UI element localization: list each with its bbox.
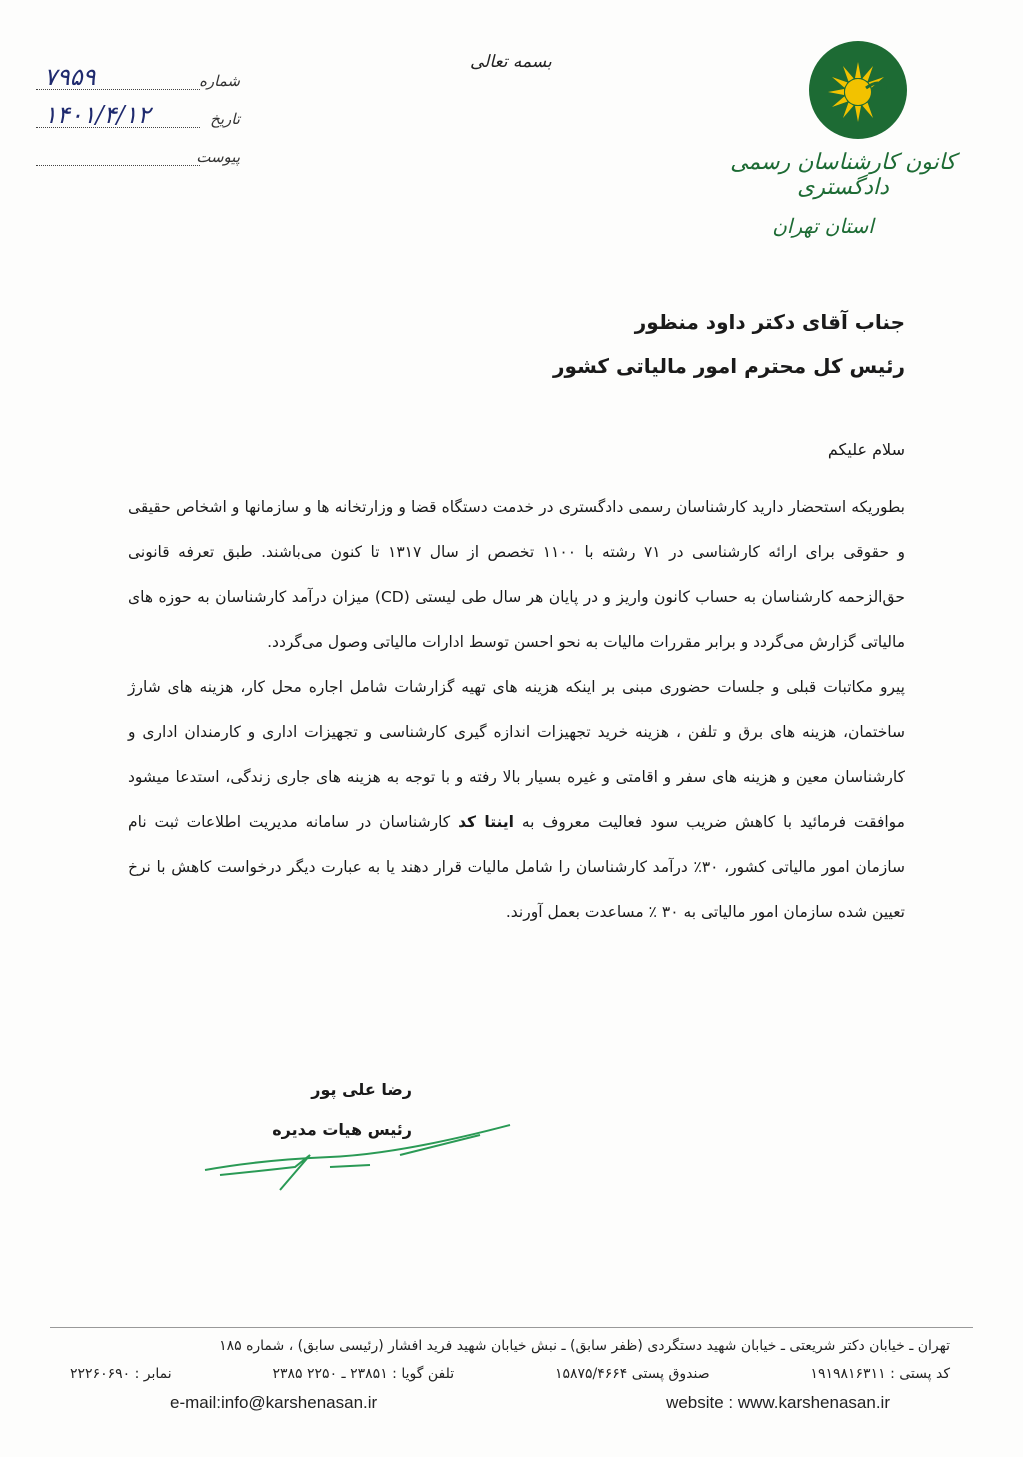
recipient-block <box>553 300 905 388</box>
meta-date-value: ۱۴۰۱/۴/۱۲ <box>44 101 151 129</box>
footer-contacts <box>70 1366 950 1382</box>
recipient-name: جناب آقای دکتر داود منظور <box>634 310 905 334</box>
footer-web <box>170 1393 890 1413</box>
footer-website[interactable]: website : www.karshenasan.ir <box>666 1393 890 1412</box>
footer-pobox: صندوق پستی ۱۵۸۷۵/۴۶۶۴ <box>554 1366 710 1382</box>
footer-phone: تلفن گویا : ۲۳۸۵۱ ـ ۲۲۵۰ ۲۳۸۵ <box>272 1366 455 1382</box>
meta-attachment-label: پیوست <box>196 148 240 166</box>
meta-number-label: شماره <box>199 72 240 90</box>
letter-body <box>128 485 905 935</box>
meta-date-label: تاریخ <box>210 110 240 128</box>
footer-postal: کد پستی : ۱۹۱۹۸۱۶۳۱۱ <box>810 1366 950 1382</box>
meta-date <box>30 90 240 128</box>
org-name: کانون کارشناسان رسمی دادگستری <box>730 150 956 200</box>
greeting: سلام علیکم <box>827 440 905 459</box>
body-paragraph-2: پیرو مکاتبات قبلی و جلسات حضوری مبنی بر اینکه هزینه های تهیه گزارشات شامل اجاره محل کار، هزینه های شارژ ساختمان، هزینه های برق و تلفن ، هزینه خرید تجهیزات اندازه گیری کارشناسی و تجهیزات اداری و کارمندان اداری و کارشناسان معین و هزینه های سفر و اقامتی و غیره بسیار بالا رفته و با توجه به هزینه های جاری زندگی، استدعا میشود موافقت فرمائید با کاهش ضریب سود فعالیت معروف به اینتا کد کارشناسان در سامانه مدیریت اطلاعات ثبت نام سازمان امور مالیاتی کشور، ۳۰٪ درآمد کارشناسان را شامل مالیات قرار دهند یا به عبارت دیگر درخواست کاهش با نرخ تعیین شده سازمان امور مالیاتی به ۳۰ ٪ مساعدت بعمل آورند. <box>128 678 905 921</box>
letter-meta <box>30 52 240 166</box>
footer-email[interactable]: e-mail:info@karshenasan.ir <box>170 1393 378 1412</box>
signer-title: رئیس هیات مدیره <box>272 1120 412 1139</box>
footer-fax: نمابر : ۲۲۲۶۰۶۹۰ <box>70 1366 172 1382</box>
inta-code-term: اینتا کد <box>458 813 514 831</box>
body-paragraph-1: بطوریکه استحضار دارید کارشناسان رسمی دادگستری در خدمت دستگاه قضا و وزارتخانه ها و سازمانها و اشخاص حقیقی و حقوقی برای ارائه کارشناسی در ۷۱ رشته با ۱۱۰۰ تخصص از سال ۱۳۱۷ تا کنون می‌باشند. طبق تعرفه قانونی حق‌الزحمه کارشناسان به حساب کانون واریز و در پایان هر سال طی لیستی (CD) میزان درآمد کارشناسان به حوزه های مالیاتی گزارش می‌گردد و برابر مقررات مالیات به نحو احسن توسط ادارات مالیاتی وصول می‌گردد. <box>128 498 905 651</box>
org-name-block <box>713 150 973 238</box>
recipient-title: رئیس کل محترم امور مالیاتی کشور <box>553 354 905 378</box>
signer-name: رضا علی پور <box>311 1080 412 1099</box>
meta-number <box>30 52 240 90</box>
meta-number-value: ۷۹۵۹ <box>44 63 96 91</box>
org-province: استان تهران <box>772 214 874 238</box>
meta-attachment <box>30 128 240 166</box>
org-logo-icon <box>808 40 908 140</box>
footer-divider <box>50 1327 973 1328</box>
footer-address: تهران ـ خیابان دکتر شریعتی ـ خیابان شهید دستگردی (ظفر سابق) ـ نبش خیابان شهید فرید افشار (رئیسی سابق) ، شماره ۱۸۵ <box>219 1338 950 1354</box>
basmala: بسمه تعالی <box>470 52 552 72</box>
signature-icon <box>200 1115 520 1195</box>
